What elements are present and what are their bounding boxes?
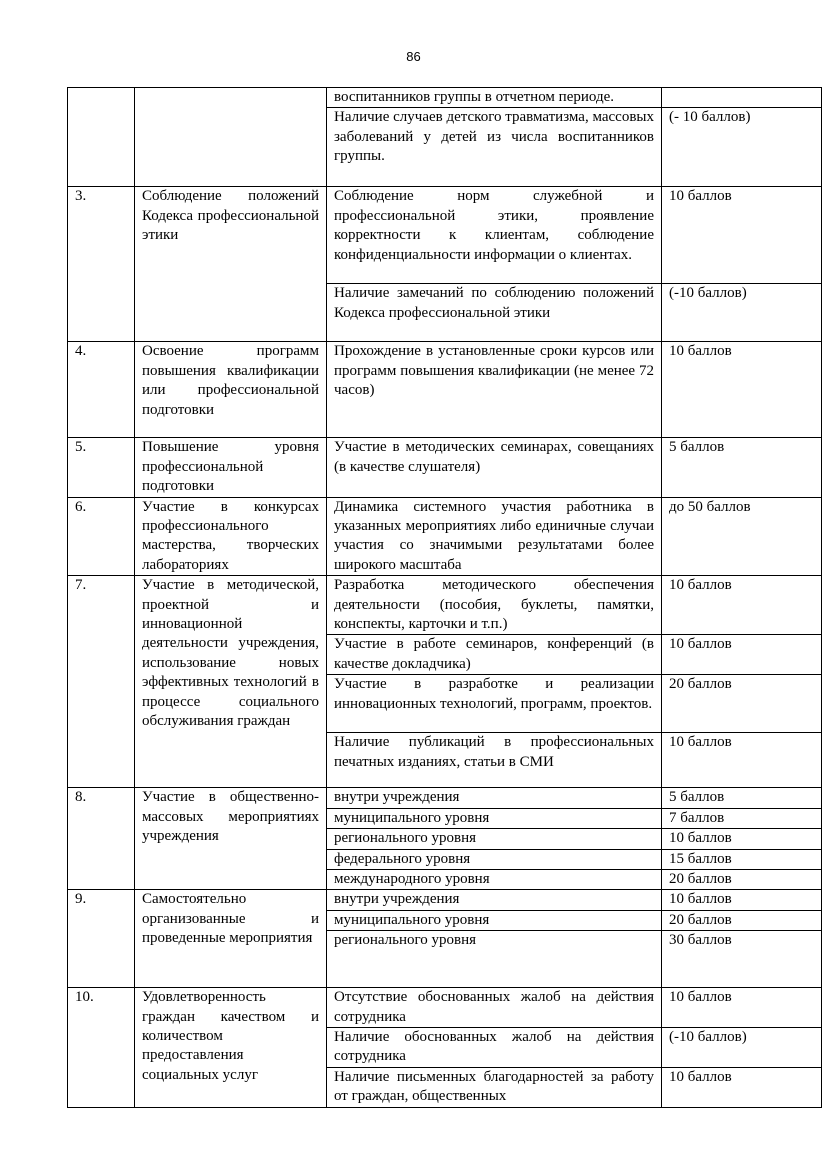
row-number: 10. xyxy=(68,988,135,1107)
points-cell: 10 баллов xyxy=(662,988,822,1028)
table-row xyxy=(68,576,822,635)
table-row xyxy=(68,497,822,576)
points-cell: 15 баллов xyxy=(662,849,822,869)
points-cell: 10 баллов xyxy=(662,187,822,284)
indicator-cell: Разработка методического обеспечения деятельности (пособия, буклеты, памятки, конспекты, карточки и т.п.) xyxy=(327,576,662,635)
indicator-cell: Наличие обоснованных жалоб на действия сотрудника xyxy=(327,1027,662,1067)
indicator-cell: регионального уровня xyxy=(327,931,662,988)
indicator-cell: Соблюдение норм служебной и профессиональной этики, проявление корректности к клиентам, соблюдение конфиденциальности информации о клиентах. xyxy=(327,187,662,284)
points-cell: 10 баллов xyxy=(662,635,822,675)
indicator-cell: муниципального уровня xyxy=(327,808,662,828)
criterion-name: Участие в конкурсах профессионального мастерства, творческих лабораториях xyxy=(135,497,327,576)
points-cell: 7 баллов xyxy=(662,808,822,828)
row-number: 7. xyxy=(68,576,135,788)
points-cell: 5 баллов xyxy=(662,438,822,497)
indicator-cell: Наличие случаев детского травматизма, массовых заболеваний у детей из числа воспитанников группы. xyxy=(327,108,662,187)
points-cell: (- 10 баллов) xyxy=(662,108,822,187)
criterion-cell xyxy=(135,88,327,187)
table-row xyxy=(68,88,822,108)
row-number: 8. xyxy=(68,788,135,890)
indicator-cell: Наличие замечаний по соблюдению положений Кодекса профессиональной этики xyxy=(327,284,662,342)
points-cell: 20 баллов xyxy=(662,910,822,930)
points-cell: 5 баллов xyxy=(662,788,822,808)
points-cell: (-10 баллов) xyxy=(662,1027,822,1067)
row-number: 6. xyxy=(68,497,135,576)
points-cell: 10 баллов xyxy=(662,733,822,788)
table-row xyxy=(68,890,822,910)
points-cell: 10 баллов xyxy=(662,1067,822,1107)
table-row xyxy=(68,988,822,1028)
indicator-cell: Прохождение в установленные сроки курсов или программ повышения квалификации (не менее 72 часов) xyxy=(327,342,662,438)
criterion-name: Повышение уровня профессиональной подготовки xyxy=(135,438,327,497)
table-row xyxy=(68,187,822,284)
row-number: 4. xyxy=(68,342,135,438)
points-cell: (-10 баллов) xyxy=(662,284,822,342)
points-cell: 10 баллов xyxy=(662,829,822,849)
points-cell: 10 баллов xyxy=(662,576,822,635)
indicator-cell: Отсутствие обоснованных жалоб на действия сотрудника xyxy=(327,988,662,1028)
number-cell xyxy=(68,88,135,187)
points-cell: 20 баллов xyxy=(662,869,822,889)
indicator-cell: муниципального уровня xyxy=(327,910,662,930)
indicator-cell: внутри учреждения xyxy=(327,788,662,808)
table-row xyxy=(68,788,822,808)
criterion-name: Самостоятельно организованные и проведенные мероприятия xyxy=(135,890,327,988)
indicator-cell: Участие в методических семинарах, совещаниях (в качестве слушателя) xyxy=(327,438,662,497)
row-number: 5. xyxy=(68,438,135,497)
indicator-cell: Наличие письменных благодарностей за работу от граждан, общественных xyxy=(327,1067,662,1107)
indicator-cell: международного уровня xyxy=(327,869,662,889)
criterion-name: Участие в общественно-массовых мероприятиях учреждения xyxy=(135,788,327,890)
points-cell: до 50 баллов xyxy=(662,497,822,576)
criterion-name: Участие в методической, проектной и инновационной деятельности учреждения, использование новых эффективных технологий в процессе социального обслуживания граждан xyxy=(135,576,327,788)
points-cell: 10 баллов xyxy=(662,890,822,910)
table-row xyxy=(68,342,822,438)
points-cell: 20 баллов xyxy=(662,675,822,733)
indicator-cell: воспитанников группы в отчетном периоде. xyxy=(327,88,662,108)
indicator-cell: Наличие публикаций в профессиональных печатных изданиях, статьи в СМИ xyxy=(327,733,662,788)
criterion-name: Удовлетворенность граждан качеством и количеством предоставления социальных услуг xyxy=(135,988,327,1107)
indicator-cell: федерального уровня xyxy=(327,849,662,869)
criterion-name: Освоение программ повышения квалификации или профессиональной подготовки xyxy=(135,342,327,438)
row-number: 3. xyxy=(68,187,135,342)
row-number: 9. xyxy=(68,890,135,988)
indicator-cell: Динамика системного участия работника в указанных мероприятиях либо единичные случаи участия со значимыми результатами более широкого масштаба xyxy=(327,497,662,576)
criteria-table xyxy=(67,87,822,1108)
points-cell xyxy=(662,88,822,108)
indicator-cell: Участие в работе семинаров, конференций (в качестве докладчика) xyxy=(327,635,662,675)
indicator-cell: регионального уровня xyxy=(327,829,662,849)
indicator-cell: Участие в разработке и реализации инновационных технологий, программ, проектов. xyxy=(327,675,662,733)
page-number: 86 xyxy=(406,49,421,64)
points-cell: 10 баллов xyxy=(662,342,822,438)
table-row xyxy=(68,438,822,497)
indicator-cell: внутри учреждения xyxy=(327,890,662,910)
criterion-name: Соблюдение положений Кодекса профессиональной этики xyxy=(135,187,327,342)
points-cell: 30 баллов xyxy=(662,931,822,988)
